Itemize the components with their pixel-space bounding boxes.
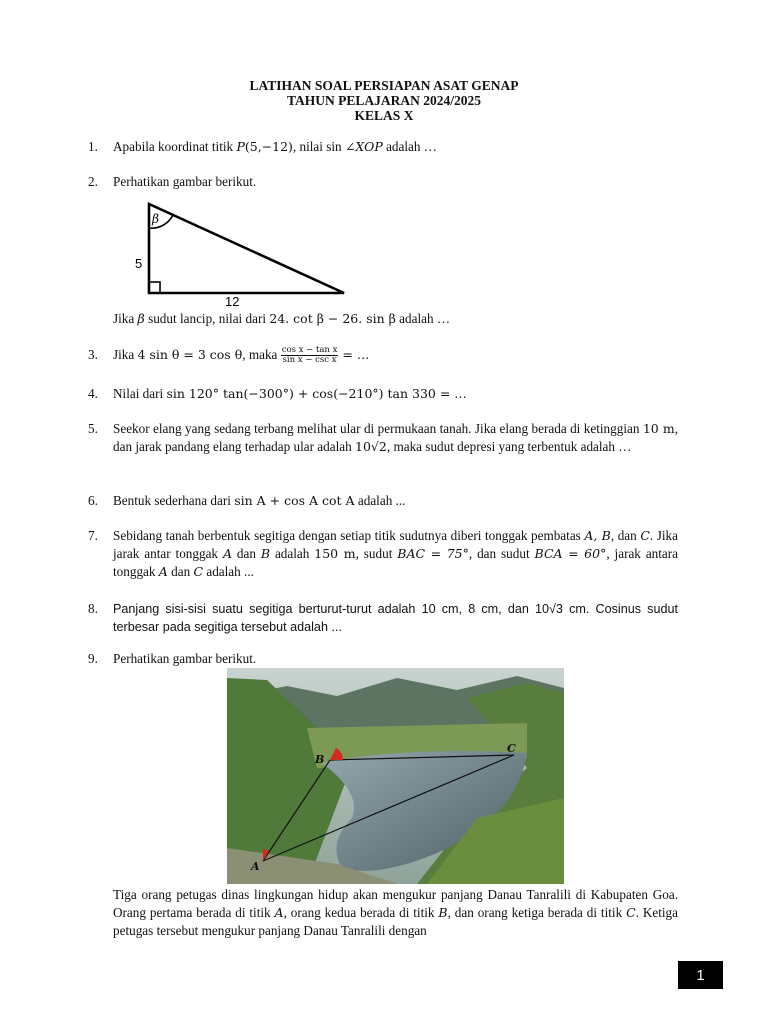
question-number: 4. bbox=[88, 386, 98, 401]
text-part: Apabila koordinat titik bbox=[113, 139, 237, 154]
math: 4 sin θ = 3 cos θ bbox=[137, 347, 243, 362]
text-part: adalah … bbox=[395, 311, 451, 326]
point-b-label: B bbox=[315, 753, 325, 766]
text-part: Seekor elang yang sedang terbang melihat ular di permukaan tanah. Jika elang berada di ketinggian bbox=[113, 421, 643, 436]
math: 150 m bbox=[314, 546, 356, 561]
question-number: 9. bbox=[88, 651, 98, 666]
question-intro: Perhatikan gambar berikut. bbox=[113, 174, 257, 189]
question-text bbox=[113, 346, 678, 365]
text-part: , jarak antara tonggak bbox=[113, 546, 679, 579]
text-part: . Jika jarak antar tonggak bbox=[113, 528, 678, 561]
question-intro: Perhatikan gambar berikut. bbox=[113, 651, 257, 666]
math: sin A + cos A cot A bbox=[234, 493, 355, 508]
question-number: 7. bbox=[88, 528, 98, 543]
text-part: Nilai dari bbox=[113, 386, 167, 401]
math: C bbox=[193, 564, 204, 579]
math: C bbox=[640, 528, 650, 543]
side-left-label: 5 bbox=[135, 256, 143, 271]
lake-photo bbox=[227, 668, 564, 884]
math: P bbox=[236, 139, 245, 154]
text-part: dan bbox=[167, 564, 194, 579]
math: A bbox=[274, 905, 284, 920]
text-part: , nilai sin bbox=[292, 139, 345, 154]
text-part: adalah bbox=[270, 546, 315, 561]
question-3 bbox=[88, 346, 678, 365]
point-a-label: A bbox=[251, 860, 260, 873]
question-number: 8. bbox=[88, 601, 98, 616]
side-bottom-label: 12 bbox=[225, 294, 240, 309]
text-part: Tiga orang petugas dinas lingkungan hidup akan mengukur panjang Danau Tanralili di Kabupaten Goa. Orang pertama berada di titik bbox=[113, 887, 678, 920]
header-year: TAHUN PELAJARAN 2024/2025 bbox=[286, 93, 481, 108]
header-class: KELAS X bbox=[354, 108, 414, 123]
fraction-denominator: sin x − csc x bbox=[282, 355, 337, 366]
text-part: , dan jarak pandang elang terhadap ular adalah bbox=[113, 421, 678, 454]
question-number: 1. bbox=[88, 139, 98, 154]
math: B bbox=[260, 546, 271, 561]
question-9 bbox=[88, 650, 678, 668]
text-part: Sebidang tanah berbentuk segitiga dengan setiap titik sudutnya diberi tonggak pembatas bbox=[113, 528, 585, 543]
text-part: , maka bbox=[242, 347, 281, 362]
question-4 bbox=[88, 385, 678, 403]
header-title: LATIHAN SOAL PERSIAPAN ASAT GENAP bbox=[249, 78, 519, 93]
question-text bbox=[113, 886, 678, 940]
question-5 bbox=[88, 420, 678, 456]
text-part: adalah ... bbox=[203, 564, 254, 579]
text-part: , sudut bbox=[355, 546, 398, 561]
question-text bbox=[113, 310, 678, 328]
question-number: 2. bbox=[88, 174, 98, 189]
math: A, B bbox=[584, 528, 611, 543]
math: 24. cot β − 26. sin β bbox=[269, 311, 396, 326]
lake-photo-drawing bbox=[227, 668, 564, 884]
text-part: . Ketiga petugas tersebut mengukur panjang Danau Tanralili dengan bbox=[113, 905, 678, 938]
text-part: , dan bbox=[610, 528, 641, 543]
question-8 bbox=[88, 600, 678, 636]
math: ∠XOP bbox=[344, 139, 383, 154]
text-part: , maka sudut depresi yang terbentuk adalah … bbox=[386, 439, 632, 454]
math: BCA = 60° bbox=[534, 546, 607, 561]
question-9-text bbox=[88, 886, 678, 940]
question-text bbox=[113, 527, 678, 581]
text-part: Bentuk sederhana dari bbox=[113, 493, 235, 508]
text-part: sudut lancip, nilai dari bbox=[144, 311, 270, 326]
text-part: adalah … bbox=[382, 139, 437, 154]
question-6 bbox=[88, 492, 678, 510]
text-part: Jika bbox=[113, 347, 138, 362]
document-header bbox=[0, 78, 768, 123]
math: = … bbox=[338, 347, 370, 362]
math: (5,−12) bbox=[244, 139, 293, 154]
question-text bbox=[113, 385, 678, 403]
math: B bbox=[438, 905, 448, 920]
question-text: Panjang sisi-sisi suatu segitiga berturut-turut adalah 10 cm, 8 cm, dan 10√3 cm. Cosinus sudut terbesar pada segitiga tersebut adalah ... bbox=[113, 602, 678, 634]
text-part: , dan sudut bbox=[468, 546, 535, 561]
triangle-shape bbox=[149, 204, 344, 293]
angle-beta-label: β bbox=[152, 212, 159, 226]
question-number: 3. bbox=[88, 347, 98, 362]
fraction bbox=[281, 346, 339, 365]
text-part: adalah ... bbox=[354, 493, 406, 508]
math: BAC = 75° bbox=[397, 546, 469, 561]
math: C bbox=[626, 905, 636, 920]
math: 10√2 bbox=[355, 439, 387, 454]
question-number: 6. bbox=[88, 493, 98, 508]
point-c-label: C bbox=[507, 742, 516, 755]
question-7 bbox=[88, 527, 678, 581]
question-2 bbox=[88, 173, 678, 191]
math: sin 120° tan(−300°) + cos(−210°) tan 330 = … bbox=[166, 386, 467, 401]
text-part: dan bbox=[231, 546, 261, 561]
text-part: Jika bbox=[113, 311, 138, 326]
question-text bbox=[113, 138, 678, 156]
question-text bbox=[113, 420, 678, 456]
math: β bbox=[137, 311, 145, 326]
text-part: , orang kedua berada di titik bbox=[283, 905, 439, 920]
right-triangle-figure bbox=[130, 198, 360, 310]
fraction-numerator: cos x − tan x bbox=[281, 345, 338, 356]
question-1 bbox=[88, 138, 678, 156]
question-2-text bbox=[88, 310, 678, 328]
right-angle-mark bbox=[149, 282, 160, 293]
math: A bbox=[222, 546, 232, 561]
math: 10 m bbox=[642, 421, 675, 436]
page-number: 1 bbox=[678, 961, 723, 989]
math: A bbox=[158, 564, 168, 579]
question-number: 5. bbox=[88, 421, 98, 436]
text-part: , dan orang ketiga berada di titik bbox=[447, 905, 627, 920]
question-text bbox=[113, 492, 678, 510]
